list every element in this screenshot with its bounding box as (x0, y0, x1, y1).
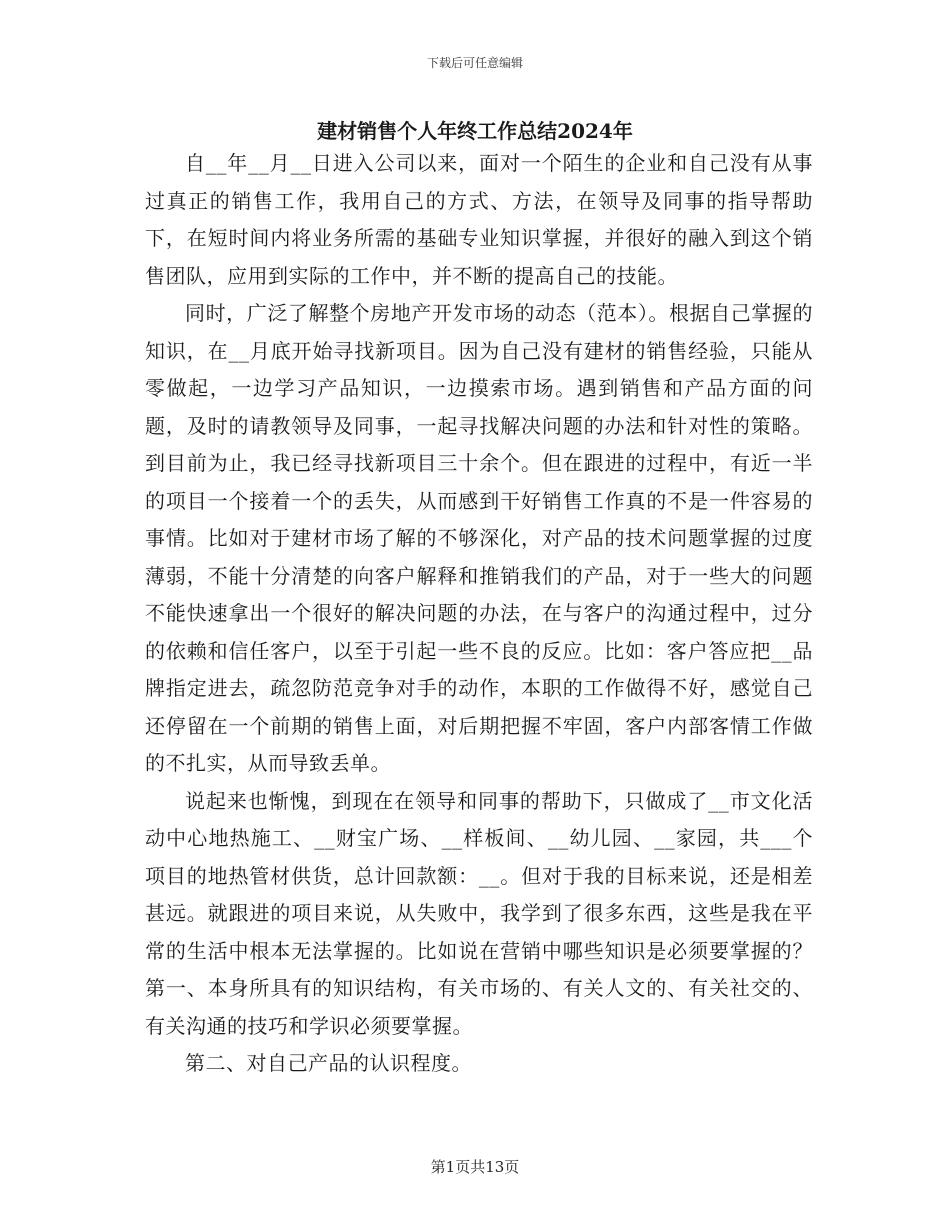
paragraph-1: 自__年__月__日进入公司以来，面对一个陌生的企业和自己没有从事过真正的销售工作，我用自己的方式、方法，在领导及同事的指导帮助下，在短时间内将业务所需的基础专业知识掌握，并很好的融入到这个销售团队，应用到实际的工作中，并不断的提高自己的技能。 (145, 151, 813, 288)
paragraph-2: 同时，广泛了解整个房地产开发市场的动态（范本）。根据自己掌握的知识，在__月底开始寻找新项目。因为自己没有建材的销售经验，只能从零做起，一边学习产品知识，一边摸索市场。遇到销售和产品方面的问题，及时的请教领导及同事，一起寻找解决问题的办法和针对性的策略。到目前为止，我已经寻找新项目三十余个。但在跟进的过程中，有近一半的项目一个接着一个的丢失，从而感到干好销售工作真的不是一件容易的事情。比如对于建材市场了解的不够深化，对产品的技术问题掌握的过度薄弱，不能十分清楚的向客户解释和推销我们的产品，对于一些大的问题不能快速拿出一个很好的解决问题的办法，在与客户的沟通过程中，过分的依赖和信任客户，以至于引起一些不良的反应。比如：客户答应把__品牌指定进去，疏忽防范竞争对手的动作，本职的工作做得不好，感觉自己还停留在一个前期的销售上面，对后期把握不牢固，客户内部客情工作做的不扎实，从而导致丢单。 (145, 301, 813, 775)
header-note: 下载后可任意编辑 (426, 56, 523, 70)
document-body (145, 145, 813, 1083)
document-title: 建材销售个人年终工作总结2024年 (317, 119, 633, 143)
paragraph-3: 说起来也惭愧，到现在在领导和同事的帮助下，只做成了__市文化活动中心地热施工、__财宝广场、__样板间、__幼儿园、__家园，共___个项目的地热管材供货，总计回款额：__。但对于我的目标来说，还是相差甚远。就跟进的项目来说，从失败中，我学到了很多东西，这些是我在平常的生活中根本无法掌握的。比如说在营销中哪些知识是必须要掌握的？第一、本身所具有的知识结构，有关市场的、有关人文的、有关社交的、有关沟通的技巧和学识必须要掌握。 (145, 788, 813, 1038)
page-footer: 第1页共13页 (430, 1158, 520, 1176)
paragraph-4: 第二、对自己产品的认识程度。 (185, 1051, 472, 1075)
